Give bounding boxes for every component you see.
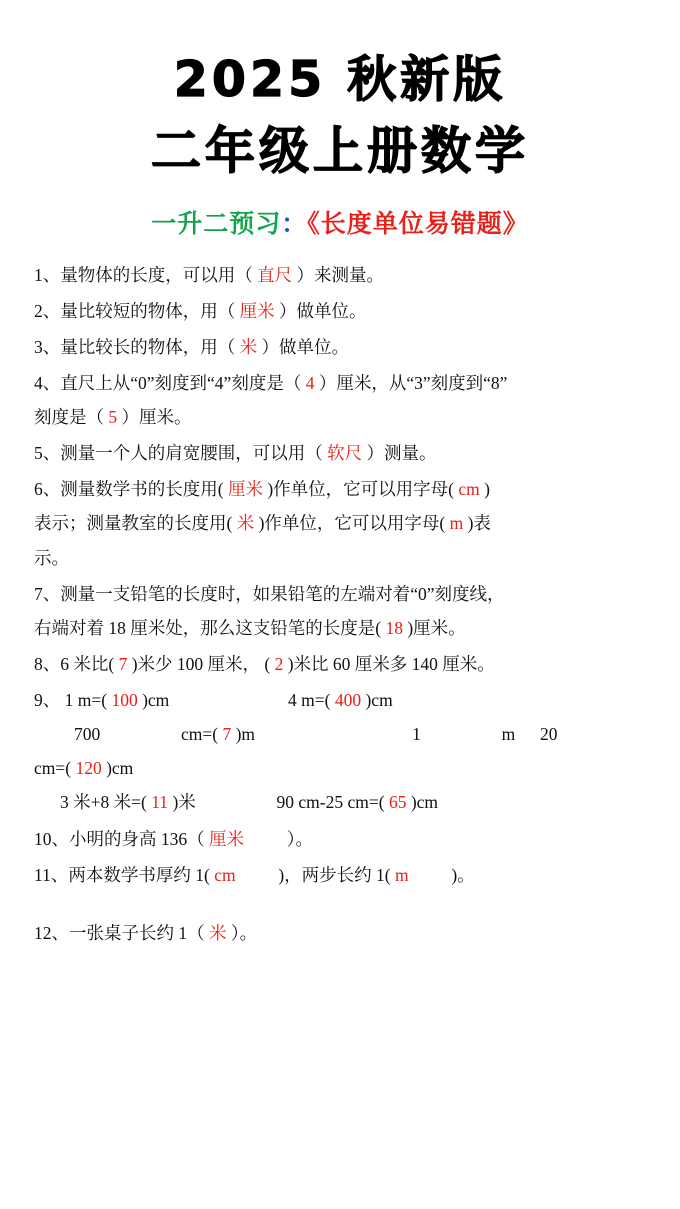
page-title-line-1: 2025 秋新版 — [173, 51, 507, 108]
q6-answer-4: m — [449, 513, 464, 534]
q9-line4-b: )米 — [172, 792, 196, 813]
q9-line4-a: 3 米+8 米=( — [60, 792, 147, 813]
q4-text-b: ）厘米，从“3”刻度到“8” — [318, 372, 508, 393]
q9-line2-b: cm=( — [181, 724, 219, 745]
q8-answer-2: 2 — [274, 653, 284, 674]
q9-line2-c: )m — [235, 724, 256, 745]
q12-text-b: ）。 — [230, 922, 258, 943]
q9-answer-3: 7 — [222, 724, 232, 745]
question-4 — [34, 366, 646, 434]
q7-text-a: 7、测量一支铅笔的长度时，如果铅笔的左端对着“0”刻度线， — [34, 583, 505, 604]
q6-text-d: 表示；测量教室的长度用( — [34, 513, 233, 534]
blank-spacer — [34, 894, 646, 916]
q8-text-a: 8、6 米比( — [34, 653, 115, 674]
q3-text-b: ）做单位。 — [261, 336, 349, 357]
q11-answer-1: cm — [214, 864, 236, 885]
q6-text-c: ) — [484, 479, 490, 500]
subtitle-part-3: 《长度单位易错题》 — [307, 208, 529, 238]
q6-text-e: )作单位，它可以用字母( — [258, 513, 446, 534]
q9-answer-6: 65 — [388, 792, 407, 813]
q1-answer: 直尺 — [257, 264, 293, 285]
q12-answer: 米 — [209, 922, 227, 943]
q4-text-a: 4、直尺上从“0”刻度到“4”刻度是（ — [34, 372, 302, 393]
q9-line3-a: cm=( — [34, 758, 72, 779]
q11-text-a: 11、两本数学书厚约 1( — [34, 864, 210, 885]
q9-line4-d: )cm — [410, 792, 439, 813]
q3-answer: 米 — [239, 336, 258, 357]
q2-text-b: ）做单位。 — [279, 300, 367, 321]
subtitle-part-1: 一升二预习 — [151, 208, 282, 238]
q9-answer-4: 120 — [75, 758, 102, 779]
q6-answer-2: cm — [458, 479, 480, 500]
q3-text-a: 3、量比较长的物体，用（ — [34, 336, 236, 357]
q9-line2-d: 1 — [412, 724, 421, 745]
q9-line1-d: )cm — [365, 690, 393, 711]
q9-line2-f: 20 — [540, 724, 558, 745]
title-block — [34, 44, 646, 188]
q9-line1-a: 9、 1 m=( — [34, 690, 108, 711]
q6-text-a: 6、测量数学书的长度用( — [34, 479, 224, 500]
q4-text-c: 刻度是（ — [34, 407, 104, 428]
q10-text-b: ）。 — [286, 828, 313, 849]
q5-text-b: ）测量。 — [366, 443, 437, 464]
q1-text-b: ）来测量。 — [296, 264, 384, 285]
question-12 — [34, 916, 646, 950]
q6-answer-3: 米 — [236, 513, 255, 534]
q7-text-b: 右端对着 18 厘米处，那么这支铅笔的长度是( — [34, 617, 382, 638]
q11-text-b: )，两步长约 1( — [278, 864, 391, 885]
q4-text-d: ）厘米。 — [121, 407, 192, 428]
q4-answer-1: 4 — [305, 372, 315, 393]
question-3 — [34, 330, 646, 364]
question-5 — [34, 436, 646, 470]
q9-line3-b: )cm — [106, 758, 134, 779]
question-9 — [34, 683, 646, 820]
q5-answer: 软尺 — [327, 443, 363, 464]
q6-text-g: 示。 — [34, 547, 69, 568]
q6-text-b: )作单位，它可以用字母( — [267, 479, 454, 500]
q10-text-a: 10、小明的身高 136（ — [34, 828, 205, 849]
q7-answer: 18 — [385, 617, 403, 638]
q11-answer-2: m — [394, 864, 409, 885]
q9-line2-a: 700 — [74, 724, 101, 745]
q10-answer: 厘米 — [209, 828, 244, 849]
q9-line1-b: )cm — [142, 690, 170, 711]
q8-text-c: )米比 60 厘米多 140 厘米。 — [287, 653, 495, 674]
question-7 — [34, 577, 646, 645]
question-2 — [34, 294, 646, 328]
q9-line1-c: 4 m=( — [288, 690, 331, 711]
q4-answer-2: 5 — [108, 407, 118, 428]
q8-answer-1: 7 — [118, 653, 128, 674]
q12-text-a: 12、一张桌子长约 1（ — [34, 922, 205, 943]
page-subtitle — [34, 204, 646, 240]
q5-text-a: 5、测量一个人的肩宽腰围，可以用（ — [34, 443, 323, 464]
q2-text-a: 2、量比较短的物体，用（ — [34, 300, 236, 321]
question-10 — [34, 822, 646, 856]
q1-text-a: 1、量物体的长度，可以用（ — [34, 264, 253, 285]
question-11 — [34, 858, 646, 892]
question-6 — [34, 472, 646, 574]
questions-list — [34, 258, 646, 950]
q7-text-c: )厘米。 — [407, 617, 466, 638]
q6-answer-1: 厘米 — [227, 479, 263, 500]
subtitle-part-2: ： — [281, 208, 308, 238]
q9-line2-e: m — [501, 724, 516, 745]
q9-answer-2: 400 — [334, 690, 362, 711]
question-8 — [34, 647, 646, 681]
q2-answer: 厘米 — [239, 300, 275, 321]
q9-line4-c: 90 cm-25 cm=( — [276, 792, 385, 813]
q9-answer-5: 11 — [151, 792, 169, 813]
page-title-line-2: 二年级上册数学 — [151, 122, 529, 181]
q11-text-c: )。 — [451, 864, 475, 885]
question-1 — [34, 258, 646, 292]
q6-text-f: )表 — [467, 513, 491, 534]
q9-answer-1: 100 — [111, 690, 138, 711]
q8-text-b: )米少 100 厘米， ( — [131, 653, 271, 674]
